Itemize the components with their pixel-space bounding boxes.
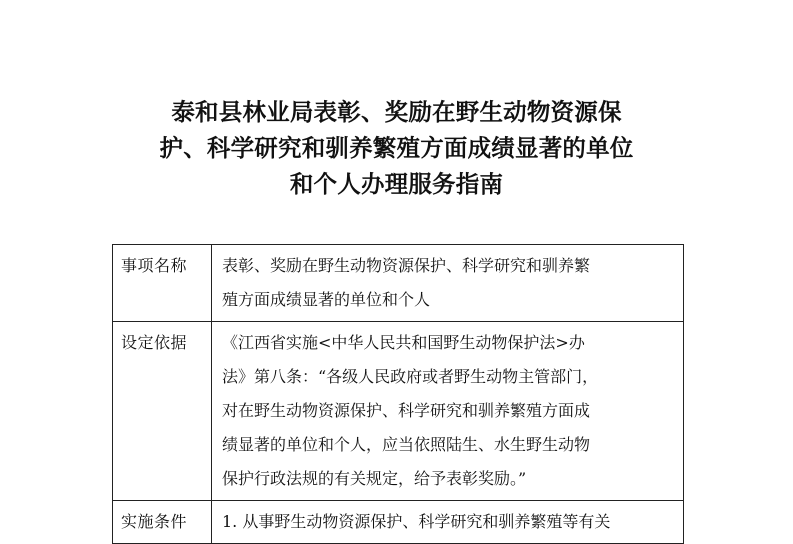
content-line: 保护行政法规的有关规定，给予表彰奖励。” — [222, 469, 527, 488]
content-line: 《江西省实施<中华人民共和国野生动物保护法>办 — [222, 333, 585, 352]
table-row-item-name — [113, 245, 684, 322]
table-row-legal-basis — [113, 322, 684, 501]
table-row-conditions — [113, 501, 684, 544]
title-line-2: 护、科学研究和驯养繁殖方面成绩显著的单位 — [159, 134, 634, 162]
content-line: 殖方面成绩显著的单位和个人 — [222, 290, 431, 309]
document-title — [100, 94, 693, 202]
row-label-legal-basis: 设定依据 — [113, 322, 212, 501]
title-line-3: 和个人办理服务指南 — [289, 170, 504, 198]
service-guide-table — [112, 244, 684, 544]
row-content-conditions — [212, 501, 684, 544]
content-line: 法》第八条：“各级人民政府或者野生动物主管部门， — [222, 367, 599, 386]
row-label-conditions: 实施条件 — [113, 501, 212, 544]
content-line: 对在野生动物资源保护、科学研究和驯养繁殖方面成 — [222, 401, 591, 420]
content-line: 1. 从事野生动物资源保护、科学研究和驯养繁殖等有关 — [222, 512, 611, 531]
row-content-item-name — [212, 245, 684, 322]
title-line-1: 泰和县林业局表彰、奖励在野生动物资源保 — [171, 98, 622, 126]
content-line: 表彰、奖励在野生动物资源保护、科学研究和驯养繁 — [222, 256, 591, 275]
row-content-legal-basis — [212, 322, 684, 501]
content-line: 绩显著的单位和个人，应当依照陆生、水生野生动物 — [222, 435, 591, 454]
row-label-item-name: 事项名称 — [113, 245, 212, 322]
